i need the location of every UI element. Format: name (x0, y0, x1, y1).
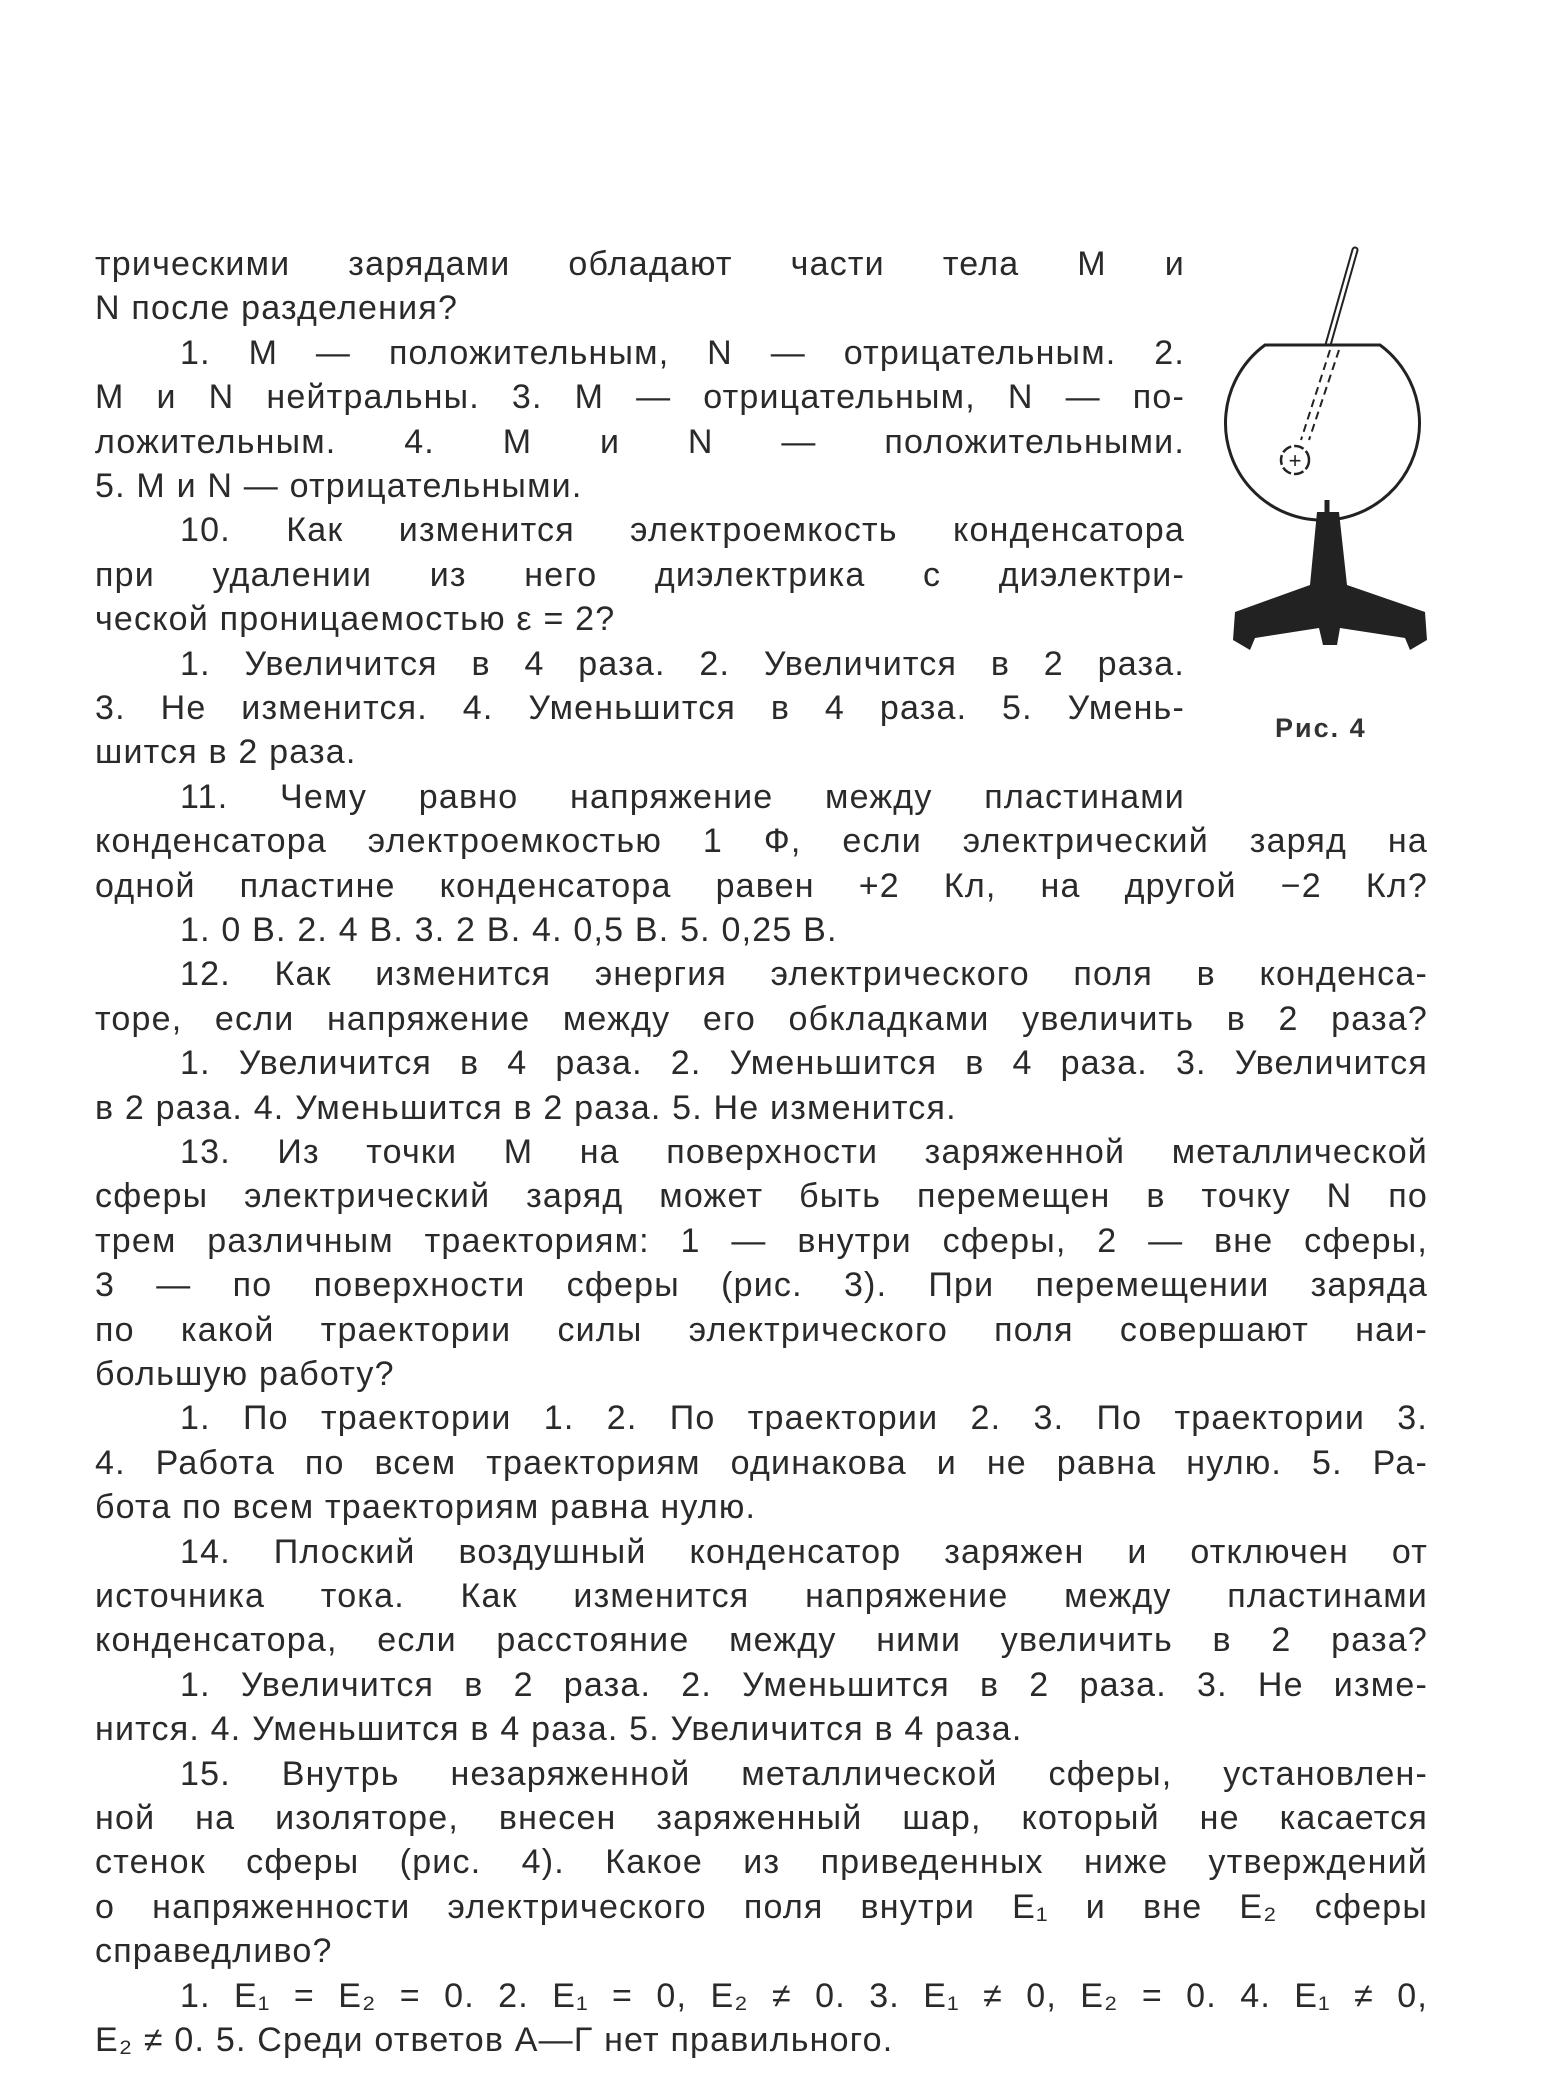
text-line: большую работу? (95, 1355, 395, 1393)
text-line: 1. Увеличится в 2 раза. 2. Уменьшится в 2 раза. 3. Не изме- (180, 1665, 1428, 1704)
text-line: в 2 раза. 4. Уменьшится в 2 раза. 5. Не изменится. (95, 1088, 957, 1127)
text-line: 10. Как изменится электроемкость конденсатора (180, 511, 1185, 550)
text-line: трем различным траекториям: 1 — внутри сферы, 2 — вне сферы, (95, 1221, 1428, 1260)
text-line: 1. M — положительным, N — отрицательным. 2. (180, 333, 1185, 372)
metal-sphere (1226, 345, 1420, 520)
text-line: справедливо? (95, 1932, 333, 1971)
text-line: 14. Плоский воздушный конденсатор заряжен и отключен от (180, 1532, 1428, 1571)
text-line: N после разделения? (95, 289, 459, 328)
text-line: 13. Из точки M на поверхности заряженной металлической (180, 1133, 1428, 1171)
text-line: по какой траектории силы электрического поля совершают наи- (95, 1310, 1428, 1349)
text-line: 1. Увеличится в 4 раза. 2. Увеличится в 2 раза. (180, 644, 1185, 683)
text-line: трическими зарядами обладают части тела M и (95, 245, 1185, 283)
text-line: о напряженности электрического поля внутри E₁ и вне E₂ сферы (95, 1887, 1428, 1926)
stand (1233, 512, 1427, 650)
charge-sign: + (1288, 448, 1302, 473)
text-line: E₂ ≠ 0. 5. Среди ответов А—Г нет правильного. (95, 2021, 894, 2059)
text-line: 3. Не изменится. 4. Уменьшится в 4 раза. 5. Умень- (95, 689, 1185, 727)
text-line: 15. Внутрь незаряженной металлической сферы, установлен- (180, 1754, 1428, 1793)
text-line: 4. Работа по всем траекториям одинакова и не равна нулю. 5. Ра- (95, 1443, 1428, 1482)
text-line: бота по всем траекториям равна нулю. (95, 1488, 757, 1527)
text-line: 1. Увеличится в 4 раза. 2. Уменьшится в 4 раза. 3. Увеличится (180, 1044, 1428, 1083)
text-line: конденсатора электроемкостью 1 Ф, если электрический заряд на (95, 822, 1428, 861)
text-line: сферы электрический заряд может быть перемещен в точку N по (95, 1177, 1428, 1216)
text-line: шится в 2 раза. (95, 733, 357, 772)
text-line: ной на изоляторе, внесен заряженный шар, который не касается (95, 1799, 1428, 1837)
text-line: 3 — по поверхности сферы (рис. 3). При перемещении заряда (95, 1266, 1428, 1305)
text-line: при удалении из него диэлектрика с диэлектри- (95, 555, 1185, 594)
text-line: 11. Чему равно напряжение между пластинами (180, 777, 1185, 816)
text-line: M и N нейтральны. 3. M — отрицательным, N — по- (95, 378, 1185, 417)
text-line: торе, если напряжение между его обкладками увеличить в 2 раза? (95, 999, 1428, 1038)
text-line: ческой проницаемостью ε = 2? (95, 600, 616, 639)
figure-caption: Рис. 4 (1275, 713, 1367, 743)
text-line: нится. 4. Уменьшится в 4 раза. 5. Увеличится в 4 раза. (95, 1710, 1023, 1749)
text-line: 1. 0 В. 2. 4 В. 3. 2 В. 4. 0,5 В. 5. 0,25 В. (180, 911, 838, 949)
text-line: ложительным. 4. M и N — положительными. (95, 422, 1185, 461)
text-line: конденсатора, если расстояние между ними увеличить в 2 раза? (95, 1621, 1428, 1660)
figure-charged-ball-in-sphere (1215, 240, 1445, 680)
text-line: 1. По траектории 1. 2. По траектории 2. 3. По траектории 3. (180, 1399, 1428, 1438)
text-line: 1. E₁ = E₂ = 0. 2. E₁ = 0, E₂ ≠ 0. 3. E₁ ≠ 0, E₂ = 0. 4. E₁ ≠ 0, (180, 1976, 1428, 2015)
text-line: 12. Как изменится энергия электрического поля в конденса- (180, 955, 1428, 994)
text-line: стенок сферы (рис. 4). Какое из приведенных ниже утверждений (95, 1843, 1428, 1882)
text-line: 5. M и N — отрицательными. (95, 467, 583, 505)
text-line: одной пластине конденсатора равен +2 Кл, на другой −2 Кл? (95, 866, 1428, 905)
text-line: источника тока. Как изменится напряжение между пластинами (95, 1577, 1428, 1615)
